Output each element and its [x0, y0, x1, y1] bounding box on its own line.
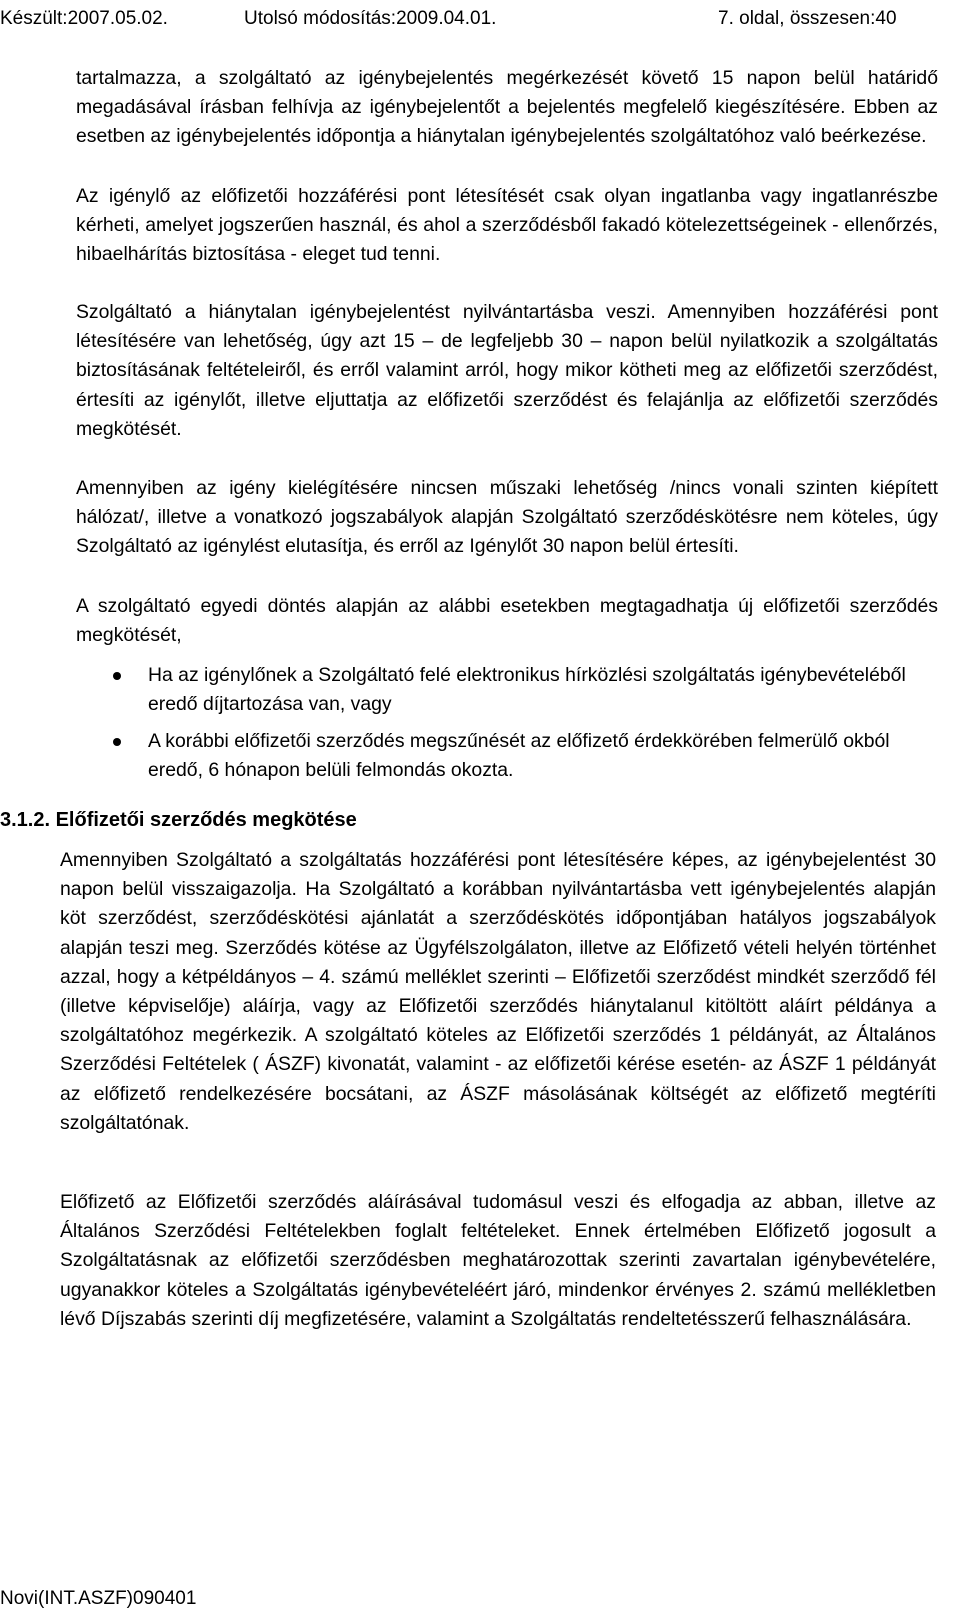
modified-date: Utolsó módosítás:2009.04.01.: [244, 8, 497, 29]
list-item-text: A korábbi előfizetői szerződés megszűnését az előfizető érdekkörében felmerülő okból eredő, 6 hónapon belüli felmondás okozta.: [148, 730, 890, 782]
document-code: Novi(INT.ASZF)090401: [0, 1588, 197, 1609]
paragraph-refusal-intro: A szolgáltató egyedi döntés alapján az alábbi esetekben megtagadhatja új előfizetői szerződés megkötését,: [76, 595, 938, 647]
paragraph-request-completion: tartalmazza, a szolgáltató az igénybejelentés megérkezését követő 15 napon belül határidő megadásával írásban felhívja az igénybejelentőt a bejelentés megfelelő kiegészítésére. Ebben az esetben az igénybejelentés időpontja a hiánytalan igénybejelentés szolgáltatóhoz való beérkezése.: [76, 67, 938, 148]
paragraph-subscriber-acceptance: Előfizető az Előfizetői szerződés aláírásával tudomásul veszi és elfogadja az abban, illetve az Általános Szerződési Feltételekben foglalt feltételeket. Ennek értelmében Előfizető jogosult a Szolgáltatásnak az előfizetői szerződésben meghatározottak szerinti zavartalan igénybevételére, ugyanakkor köteles a Szolgáltatás igénybevételéért járó, mindenkor érvényes 2. számú mellékletben lévő Díjszabás szerinti díj megfizetésére, valamint a Szolgáltatás rendeltetésszerű felhasználására.: [60, 1191, 936, 1330]
paragraph-property-eligibility: Az igénylő az előfizetői hozzáférési pont létesítését csak olyan ingatlanba vagy ingatlanrészbe kérheti, amelyet jogszerűen használ, és ahol a szerződésből fakadó kötelezettségeinek - ellenőrzés, hibaelhárítás biztosítása - eleget tud tenni.: [76, 185, 938, 266]
bullet-icon: [113, 738, 121, 746]
page-header: [0, 4, 960, 34]
list-item-text: Ha az igénylőnek a Szolgáltató felé elektronikus hírközlési szolgáltatás igénybevételéből eredő díjtartozása van, vagy: [148, 664, 906, 716]
paragraph-contract-conclusion: Amennyiben Szolgáltató a szolgáltatás hozzáférési pont létesítésére képes, az igénybejelentést 30 napon belül visszaigazolja. Ha Szolgáltató a korábban nyilvántartásba vett igénybejelentés alapján köt szerződést, szerződéskötési ajánlatát a szerződéskötés időpontjában hatályos jogszabályok alapján teszi meg. Szerződés kötése az Ügyfélszolgálaton, illetve az Előfizető vételi helyén történhet azzal, hogy a kétpéldányos – 4. számú melléklet szerinti – Előfizetői szerződést mindkét szerződő fél (illetve képviselője) aláírja, vagy az Előfizetői szerződés hiánytalanul kitöltött aláírt példánya a szolgáltatóhoz megérkezik. A szolgáltató köteles az Előfizetői szerződés 1 példányát, az Általános Szerződési Feltételek ( ÁSZF) kivonatát, valamint - az előfizetői kérése esetén- az ÁSZF 1 példányát az előfizető rendelkezésére bocsátani, az ÁSZF másolásának költségét az előfizető megtéríti szolgáltatónak.: [60, 849, 936, 1134]
list-item: [76, 727, 938, 785]
page-number: 7. oldal, összesen:40: [718, 8, 897, 29]
created-date: Készült:2007.05.02.: [0, 8, 168, 29]
bullet-icon: [113, 672, 121, 680]
section-heading: 3.1.2. Előfizetői szerződés megkötése: [0, 809, 357, 831]
paragraph-registration: Szolgáltató a hiánytalan igénybejelentést nyilvántartásba veszi. Amennyiben hozzáférési pont létesítésére van lehetőség, úgy azt 15 – de legfeljebb 30 – napon belül nyilatkozik a szolgáltatás biztosításának feltételeiről, és erről valamint arról, hogy mikor kötheti meg az előfizetői szerződést, értesíti az igénylőt, illetve eljuttatja az előfizetői szerződést és felajánlja az előfizetői szerződés megkötését.: [76, 301, 938, 440]
paragraph-rejection: Amennyiben az igény kielégítésére nincsen műszaki lehetőség /nincs vonali szinten kiépített hálózat/, illetve a vonatkozó jogszabályok alapján Szolgáltató szerződéskötésre nem köteles, úgy Szolgáltató az igénylést elutasítja, és erről az Igénylőt 30 napon belül értesíti.: [76, 477, 938, 558]
list-item: [76, 661, 938, 719]
